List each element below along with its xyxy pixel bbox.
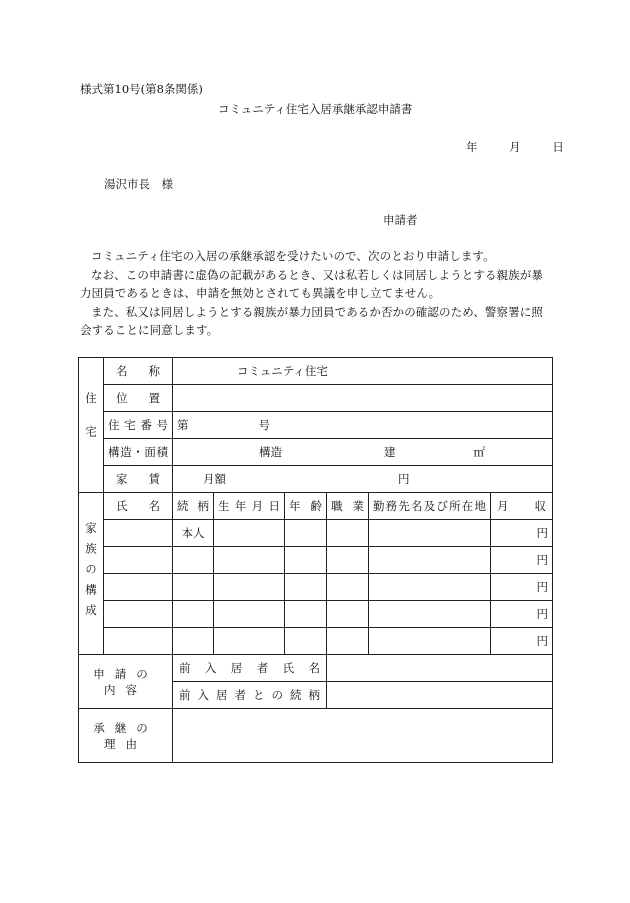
family-age-cell[interactable] [285, 601, 327, 628]
prev-occupant-relation-label: 前入居者との続柄 [173, 682, 327, 709]
prev-occupant-name-label: 前入居者氏名 [173, 655, 327, 682]
housing-location-label: 位置 [104, 385, 173, 412]
family-relation-cell[interactable] [173, 628, 214, 655]
housing-structure-field[interactable]: 構造 建 ㎡ [173, 439, 553, 466]
family-age-cell[interactable] [285, 547, 327, 574]
family-occupation-cell[interactable] [327, 601, 369, 628]
family-name-cell[interactable] [104, 574, 173, 601]
family-name-cell[interactable] [104, 547, 173, 574]
family-row [79, 520, 553, 547]
family-header-workplace: 勤務先名及び所在地 [369, 493, 491, 520]
family-birthdate-cell[interactable] [214, 628, 285, 655]
family-header-occupation: 職業 [327, 493, 369, 520]
family-workplace-cell[interactable] [369, 520, 491, 547]
family-income-cell[interactable]: 円 [491, 520, 553, 547]
reason-field[interactable] [173, 709, 553, 763]
statement-paragraph: また、私又は同居しようとする親族が暴力団員であるか否かの確認のため、警察署に照会することに同意します。 [80, 304, 543, 337]
prev-occupant-relation-field[interactable] [327, 682, 553, 709]
family-header-age: 年齢 [285, 493, 327, 520]
family-row [79, 601, 553, 628]
prev-occupant-name-field[interactable] [327, 655, 553, 682]
date-year: 年 [466, 140, 478, 154]
family-income-cell[interactable]: 円 [491, 547, 553, 574]
family-birthdate-cell[interactable] [214, 520, 285, 547]
family-occupation-cell[interactable] [327, 628, 369, 655]
family-occupation-cell[interactable] [327, 520, 369, 547]
date-month: 月 [509, 140, 521, 154]
applicant-label: 申請者 [383, 213, 418, 227]
family-birthdate-cell[interactable] [214, 547, 285, 574]
housing-structure-label: 構造・面積 [104, 439, 173, 466]
application-section-label: 申請の内容 [79, 655, 173, 709]
family-name-cell[interactable] [104, 601, 173, 628]
family-relation-cell[interactable] [173, 547, 214, 574]
family-section-label: 家族の構成 [79, 493, 104, 655]
reason-label: 承継の理由 [79, 709, 173, 763]
family-occupation-cell[interactable] [327, 547, 369, 574]
statement-paragraph: コミュニティ住宅の入居の承継承認を受けたいので、次のとおり申請します。 [91, 249, 495, 263]
family-workplace-cell[interactable] [369, 628, 491, 655]
housing-name-field[interactable]: コミュニティ住宅 [173, 358, 553, 385]
family-row [79, 628, 553, 655]
housing-name-label: 名称 [104, 358, 173, 385]
family-header-name: 氏名 [104, 493, 173, 520]
housing-location-field[interactable] [173, 385, 553, 412]
family-relation-cell[interactable] [173, 601, 214, 628]
family-occupation-cell[interactable] [327, 574, 369, 601]
family-row [79, 547, 553, 574]
family-birthdate-cell[interactable] [214, 574, 285, 601]
addressee: 湯沢市長 様 [104, 177, 173, 191]
family-header-birthdate: 生年月日 [214, 493, 285, 520]
form-number: 様式第10号(第8条関係) [80, 82, 203, 96]
family-name-cell[interactable] [104, 520, 173, 547]
family-header-relation: 続柄 [173, 493, 214, 520]
family-birthdate-cell[interactable] [214, 601, 285, 628]
date-line [466, 138, 564, 156]
housing-rent-field[interactable]: 月額 円 [173, 466, 553, 493]
page-title: コミュニティ住宅入居承継承認申請書 [218, 102, 413, 116]
family-row [79, 574, 553, 601]
application-form-table [78, 357, 553, 763]
family-income-cell[interactable]: 円 [491, 574, 553, 601]
housing-number-field[interactable]: 第 号 [173, 412, 553, 439]
family-income-cell[interactable]: 円 [491, 601, 553, 628]
family-relation-cell[interactable]: 本人 [173, 520, 214, 547]
family-header-income: 月収 [491, 493, 553, 520]
housing-number-label: 住宅番号 [104, 412, 173, 439]
family-age-cell[interactable] [285, 574, 327, 601]
family-relation-cell[interactable] [173, 574, 214, 601]
family-income-cell[interactable]: 円 [491, 628, 553, 655]
statement [80, 247, 550, 340]
family-age-cell[interactable] [285, 520, 327, 547]
housing-rent-label: 家賃 [104, 466, 173, 493]
family-name-cell[interactable] [104, 628, 173, 655]
family-age-cell[interactable] [285, 628, 327, 655]
housing-section-label: 住宅 [79, 358, 104, 493]
family-workplace-cell[interactable] [369, 547, 491, 574]
date-day: 日 [552, 140, 564, 154]
family-workplace-cell[interactable] [369, 574, 491, 601]
statement-paragraph: なお、この申請書に虚偽の記載があるとき、又は私若しくは同居しようとする親族が暴力団員であるときは、申請を無効とされても異議を申し立てません。 [80, 267, 543, 300]
family-workplace-cell[interactable] [369, 601, 491, 628]
